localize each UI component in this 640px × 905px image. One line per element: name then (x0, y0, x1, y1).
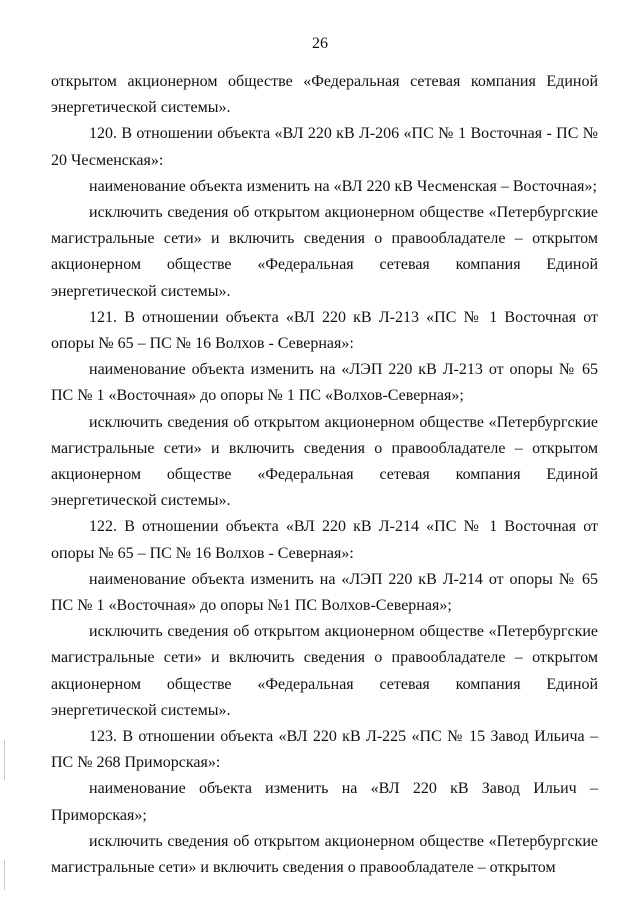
paragraph-item-123-owner: исключить сведения об открытом акционерном обществе «Петербургские магистральные сети» и включить сведения о правообладателе – открытом (51, 832, 598, 877)
paragraph-item-120-rename: наименование объекта изменить на «ВЛ 220 кВ Чесменская – Восточная»; (89, 177, 597, 195)
document-body (51, 69, 598, 881)
paragraph-item-122-owner: исключить сведения об открытом акционерном обществе «Петербургские магистральные сети» и включить сведения о правообладателе – открытом акционерном обществе «Федеральная сетевая компания Единой энергетической системы». (51, 623, 598, 719)
paragraph-item-123-heading: 123. В отношении объекта «ВЛ 220 кВ Л-225 «ПС № 15 Завод Ильича – ПС № 268 Приморская»: (51, 728, 598, 772)
page-number: 26 (312, 35, 328, 52)
paragraph-item-120-owner: исключить сведения об открытом акционерном обществе «Петербургские магистральные сети» и включить сведения о правообладателе – открытом акционерном обществе «Федеральная сетевая компания Единой энергетической системы». (51, 204, 598, 300)
paragraph-continuation: открытом акционерном обществе «Федеральная сетевая компания Единой энергетической системы». (51, 73, 598, 117)
paragraph-item-122-heading: 122. В отношении объекта «ВЛ 220 кВ Л-214 «ПС № 1 Восточная от опоры № 65 – ПС № 16 Волхов - Северная»: (51, 518, 598, 562)
scan-margin-mark (4, 740, 5, 780)
paragraph-item-122-rename: наименование объекта изменить на «ЛЭП 220 кВ Л-214 от опоры № 65 ПС № 1 «Восточная» до опоры №1 ПС Волхов-Северная»; (51, 570, 598, 615)
paragraph-item-121-owner: исключить сведения об открытом акционерном обществе «Петербургские магистральные сети» и включить сведения о правообладателе – открытом акционерном обществе «Федеральная сетевая компания Единой энергетической системы». (51, 413, 598, 510)
scan-margin-mark (4, 860, 5, 890)
paragraph-item-120-heading: 120. В отношении объекта «ВЛ 220 кВ Л-206 «ПС № 1 Восточная - ПС № 20 Чесменская»: (51, 125, 598, 169)
paragraph-item-123-rename: наименование объекта изменить на «ВЛ 220 кВ Завод Ильич – Приморская»; (51, 780, 598, 824)
paragraph-item-121-rename: наименование объекта изменить на «ЛЭП 220 кВ Л-213 от опоры № 65 ПС № 1 «Восточная» до опоры № 1 ПС «Волхов-Северная»; (51, 361, 598, 405)
paragraph-item-121-heading: 121. В отношении объекта «ВЛ 220 кВ Л-213 «ПС № 1 Восточная от опоры № 65 – ПС № 16 Волхов - Северная»: (51, 308, 598, 353)
